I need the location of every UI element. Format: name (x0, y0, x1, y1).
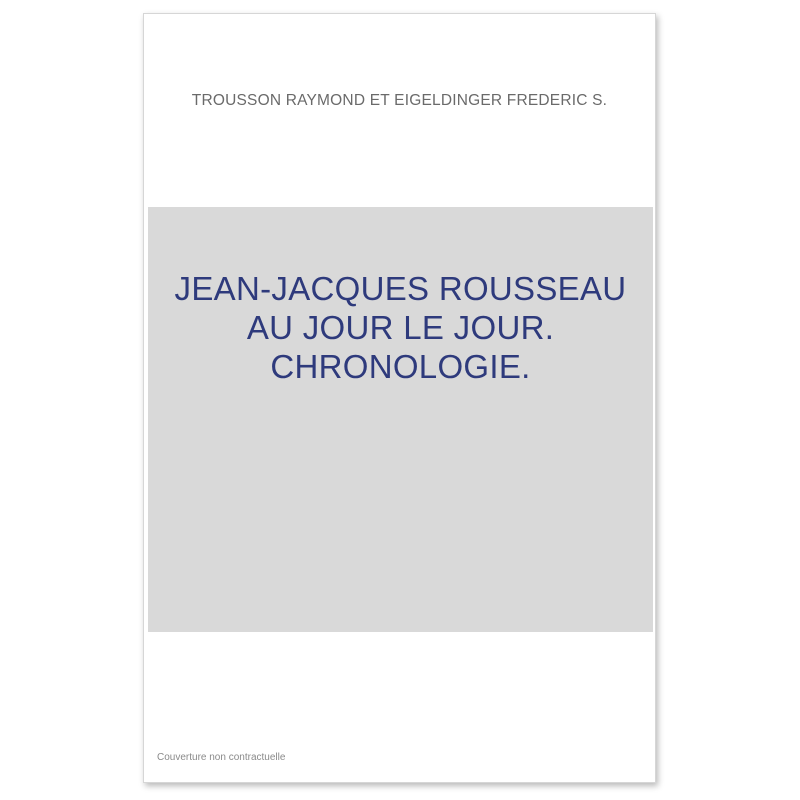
cover-disclaimer: Couverture non contractuelle (157, 752, 286, 763)
author-text: TROUSSON RAYMOND ET EIGELDINGER FREDERIC S. (191, 92, 608, 109)
book-title: JEAN-JACQUES ROUSSEAU AU JOUR LE JOUR. CHRONOLOGIE. (174, 270, 627, 385)
title-block (148, 207, 653, 632)
book-cover (143, 13, 656, 783)
